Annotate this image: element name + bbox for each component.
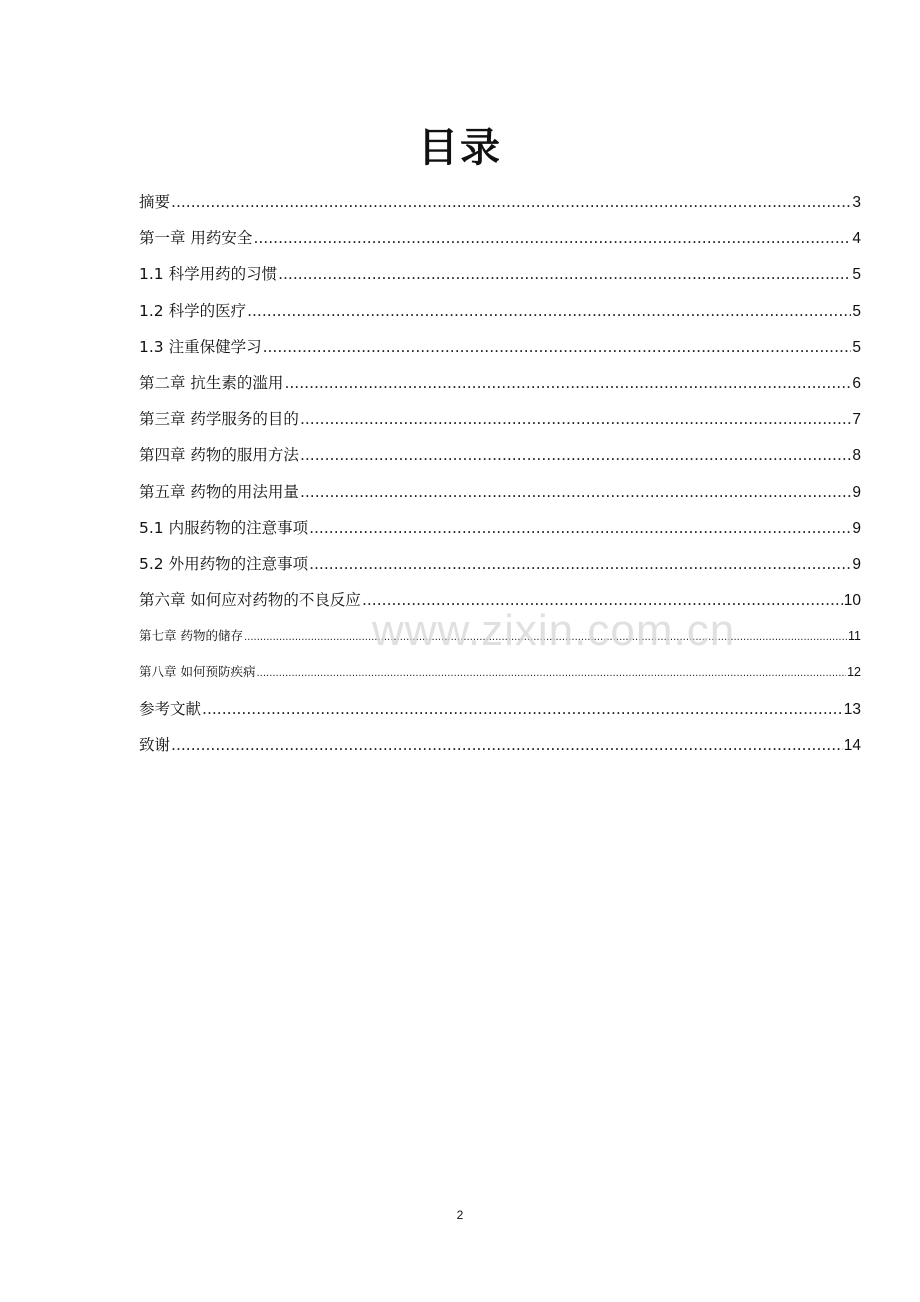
- toc-entry-page: 9: [852, 555, 861, 573]
- toc-entry[interactable]: [139, 546, 861, 582]
- toc-entry[interactable]: [139, 256, 861, 292]
- toc-entry-label: 1.2 科学的医疗: [139, 301, 247, 320]
- toc-entry[interactable]: [139, 582, 861, 618]
- toc-entry-label: 1.3 注重保健学习: [139, 337, 262, 356]
- toc-entry-label: 第三章 药学服务的目的: [139, 410, 299, 429]
- toc-entry-page: 3: [852, 194, 861, 211]
- toc-entry[interactable]: [139, 654, 861, 690]
- toc-entry-label: 第一章 用药安全: [139, 229, 253, 248]
- toc-entry[interactable]: [139, 329, 861, 365]
- toc-entry[interactable]: [139, 365, 861, 401]
- toc-leader-dots: [247, 293, 851, 329]
- toc-entry-page: 10: [843, 592, 861, 610]
- toc-entry-page: 13: [843, 700, 861, 718]
- toc-leader-dots: [253, 220, 851, 256]
- toc-leader-dots: [309, 510, 851, 546]
- toc-entry-label: 第四章 药物的服用方法: [139, 446, 299, 465]
- toc-entry[interactable]: [139, 401, 861, 437]
- toc-entry[interactable]: [139, 184, 861, 220]
- toc-entry-label: 5.2 外用药物的注意事项: [139, 554, 309, 573]
- toc-entry-label: 参考文献: [139, 699, 202, 718]
- toc-entry[interactable]: [139, 437, 861, 473]
- toc-entry-label: 1.1 科学用药的习惯: [139, 265, 278, 284]
- toc-leader-dots: [362, 582, 843, 618]
- toc-entry-page: 8: [852, 447, 861, 465]
- toc-entry-page: 5: [852, 338, 861, 356]
- toc-leader-dots: [171, 727, 843, 763]
- toc-entry[interactable]: [139, 618, 861, 654]
- toc-leader-dots: [309, 546, 851, 582]
- toc-leader-dots: [263, 329, 852, 365]
- toc-leader-dots: [300, 401, 851, 437]
- toc-entry[interactable]: [139, 510, 861, 546]
- toc-entry-page: 9: [852, 519, 861, 537]
- toc-leader-dots: [244, 620, 847, 656]
- toc-entry-label: 第五章 药物的用法用量: [139, 482, 299, 501]
- toc-entry-page: 12: [847, 665, 861, 680]
- toc-entry-page: 4: [852, 230, 861, 248]
- toc-entry-page: 5: [852, 266, 861, 284]
- toc-entry-label: 第六章 如何应对药物的不良反应: [139, 591, 361, 610]
- toc-entry-page: 5: [852, 302, 861, 320]
- toc-entry[interactable]: [139, 220, 861, 256]
- page-number: 2: [456, 1208, 464, 1222]
- toc-leader-dots: [284, 365, 851, 401]
- toc-entry-label: 第七章 药物的储存: [139, 628, 243, 644]
- toc-leader-dots: [300, 437, 851, 473]
- toc-entry-page: 6: [852, 374, 861, 392]
- toc-entry-label: 第二章 抗生素的滥用: [139, 373, 284, 392]
- toc-leader-dots: [300, 474, 851, 510]
- toc-entry-label: 摘要: [139, 193, 171, 211]
- toc-entry[interactable]: [139, 727, 861, 763]
- toc-leader-dots: [256, 656, 846, 692]
- toc-entry-label: 第八章 如何预防疾病: [139, 664, 256, 680]
- toc-entry-label: 致谢: [139, 735, 171, 754]
- toc-leader-dots: [171, 184, 851, 220]
- watermark: www.zixin.com.cn: [372, 606, 736, 655]
- toc-entry[interactable]: [139, 691, 861, 727]
- toc-entry-page: 9: [852, 483, 861, 501]
- toc-entry-page: 11: [848, 629, 861, 644]
- table-of-contents: [139, 184, 861, 763]
- page-title: 目录: [418, 125, 502, 171]
- toc-leader-dots: [202, 691, 843, 727]
- toc-entry-page: 7: [852, 411, 861, 429]
- toc-entry-label: 5.1 内服药物的注意事项: [139, 518, 309, 537]
- toc-entry[interactable]: [139, 293, 861, 329]
- toc-entry[interactable]: [139, 474, 861, 510]
- toc-entry-page: 14: [843, 736, 861, 754]
- toc-leader-dots: [278, 256, 851, 292]
